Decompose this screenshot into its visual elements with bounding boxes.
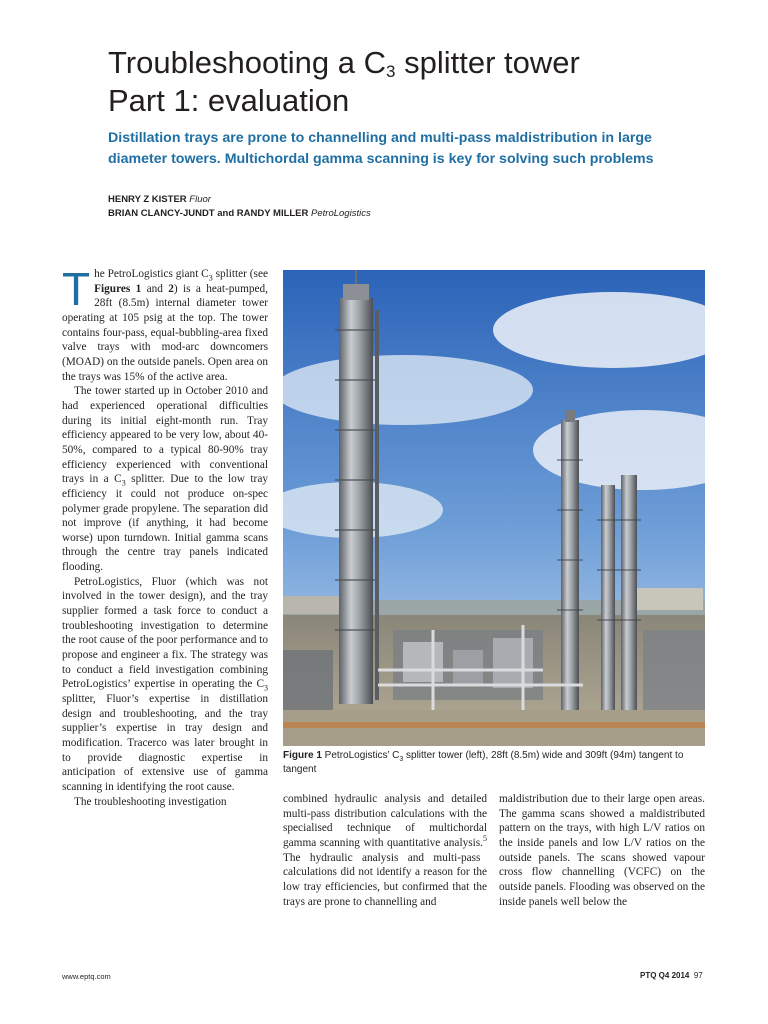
caption-subscript: 3	[399, 756, 404, 763]
byline	[108, 193, 371, 221]
title-text: Troubleshooting a C	[108, 45, 387, 80]
title-text-end: splitter tower	[395, 45, 580, 80]
text-run: The hydraulic analysis and multi-pass calculations did not identify a reason for the low tray efficiencies, but confirmed that the trays are prone to channelling and	[283, 851, 487, 908]
paragraph	[62, 575, 268, 795]
standfirst-line-1: Distillation trays are prone to channelling and multi-pass maldistribution in large	[108, 130, 652, 146]
text-run: splitter, Fluor’s expertise in distillation design and troubleshooting, and the tray supplier’s expertise in tray design and modification. Tracerco was later brought in to provide diagnostic expertise in anticipation of extensive use of gamma scanning in identifying the root cause.	[62, 693, 268, 793]
paragraph	[62, 384, 268, 575]
body-column-1	[62, 263, 268, 809]
figure-reference: 2	[168, 282, 174, 295]
title-line-1	[108, 44, 728, 82]
figure-caption	[283, 749, 708, 777]
caption-text: PetroLogistics’ C	[321, 750, 400, 761]
standfirst	[108, 128, 708, 170]
text-run: and	[141, 282, 169, 295]
title-line-2: Part 1: evaluation	[108, 83, 350, 118]
author-affiliation: Fluor	[189, 194, 211, 205]
figure-photo-splitter-tower	[283, 270, 705, 746]
paragraph: maldistribution due to their large open areas. The gamma scans showed a maldistributed pattern on the trays, with high L/V ratios on the inside panels and low L/V ratios on the outside panels. The scans showed vapour cross flow channelling (VCFC) on the outside panels. Flooding was observed on the inside panels well below the	[499, 793, 705, 908]
subscript: 3	[264, 683, 268, 693]
author-affiliation: PetroLogistics	[311, 208, 371, 219]
text-run: he PetroLogistics giant C	[94, 268, 209, 280]
body-column-3	[499, 792, 705, 909]
figure-reference: Figures 1	[94, 282, 142, 295]
caption-text: splitter tower (left), 28ft (8.5m) wide and 309ft (94m) tangent to tangent	[283, 750, 684, 775]
subscript: 3	[208, 273, 213, 283]
footer-website: www.eptq.com	[62, 972, 111, 981]
drop-cap: T	[62, 263, 91, 315]
body-column-2	[283, 792, 487, 909]
text-run: The tower started up in October 2010 and had experienced operational difficulties during its initial eight-month run. Tray efficiency appeared to be very low, about 40-50%, compared to a typical 80-90% tray efficiency experienced with conventional trays in a C	[62, 385, 268, 486]
title-subscript: 3	[386, 62, 396, 81]
subscript: 3	[121, 478, 126, 488]
author-name: HENRY Z KISTER	[108, 194, 187, 205]
text-run: splitter (see	[212, 268, 268, 280]
byline-line-1	[108, 193, 371, 207]
caption-label: Figure 1	[283, 750, 322, 761]
article-title	[108, 44, 728, 120]
paragraph	[283, 792, 487, 909]
footer-issue-page	[640, 971, 703, 980]
standfirst-line-2: diameter towers. Multichordal gamma scanning is key for solving such problems	[108, 151, 654, 167]
text-run: ) is a heat-pumped, 28ft (8.5m) internal diameter tower operating at 105 psig at the top. The tower contains four-pass, equal-bubbling-area fixed valve trays with mod-arc downcomers (MOAD) on the outside panels. Open area on the trays was 15% of the active area.	[62, 282, 268, 383]
author-names: BRIAN CLANCY-JUNDT and RANDY MILLER	[108, 208, 309, 219]
reference-superscript: 5	[483, 834, 487, 844]
text-run: PetroLogistics, Fluor (which was not involved in the tower design), and the tray supplier formed a task force to conduct a troubleshooting investigation to determine the root cause of the poor performance and to propose and engineer a fix. The strategy was to conduct a field investigation combining PetroLogistics’ expertise in operating the C	[62, 575, 268, 691]
footer-issue: PTQ Q4 2014	[640, 971, 690, 980]
text-run: splitter. Due to the low tray efficiency it could not produce on-spec polymer grade propylene. The separation did not improve (if anything, it had become worse) upon turndown. Initial gamma scans through the centre tray panels indicated flooding.	[62, 473, 268, 574]
text-run: combined hydraulic analysis and detailed multi-pass distribution calculations with the specialised technique of multichordal gamma scanning with quantitative analysis.	[283, 793, 487, 849]
paragraph: The troubleshooting investigation	[74, 795, 227, 808]
page-number: 97	[693, 971, 703, 980]
paragraph	[62, 263, 268, 384]
byline-line-2	[108, 207, 371, 221]
